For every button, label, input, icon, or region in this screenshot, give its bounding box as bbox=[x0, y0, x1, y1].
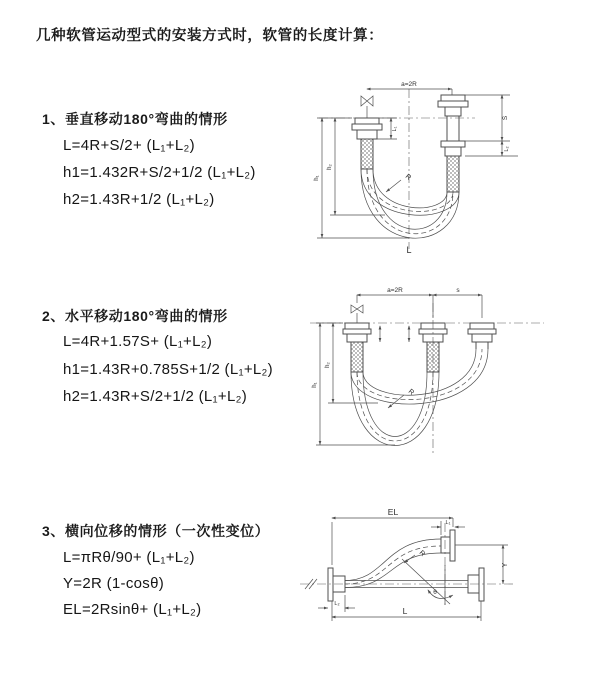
dimension-h1 bbox=[312, 323, 395, 445]
dimension-s bbox=[433, 287, 482, 318]
dimension-l1 bbox=[431, 520, 465, 535]
dim-label-h1: h₁ bbox=[314, 175, 320, 181]
section-1-formula-h1: h1=1.432R+S/2+1/2 (L₁+L₂) bbox=[63, 164, 256, 181]
diagram-horizontal-180-bend bbox=[308, 285, 548, 460]
radius-callout bbox=[388, 388, 415, 408]
dim-label-y: Y bbox=[502, 562, 509, 568]
hose-u-curves bbox=[361, 169, 459, 238]
dimension-l bbox=[332, 601, 481, 621]
diagram-lateral-displacement bbox=[298, 505, 566, 650]
radius-callout bbox=[386, 173, 412, 192]
right-hose-fitting bbox=[468, 323, 496, 349]
dim-label-s: s bbox=[456, 287, 460, 294]
radius-callout bbox=[404, 549, 426, 563]
section-1-formula-length: L=4R+S/2+ (L₁+L₂) bbox=[63, 137, 195, 154]
right-flange-displaced bbox=[441, 530, 455, 561]
diagram-vertical-180-bend bbox=[305, 75, 560, 255]
dim-label-a2r: a=2R bbox=[387, 287, 403, 294]
section-3-formula-length: L=πRθ/90+ (L₁+L₂) bbox=[63, 549, 195, 566]
dim-label-a2r: a=2R bbox=[401, 81, 417, 88]
valve-icon bbox=[361, 96, 373, 118]
dim-label-s: S bbox=[502, 115, 509, 121]
dim-label-l2: L₂ bbox=[504, 146, 510, 152]
dim-label-el: EL bbox=[387, 507, 399, 517]
dimension-a2r bbox=[367, 81, 452, 95]
section-1-formula-h2: h2=1.43R+1/2 (L₁+L₂) bbox=[63, 191, 215, 208]
left-hose-fitting bbox=[352, 118, 382, 169]
braided-hose-section bbox=[361, 139, 373, 169]
section-2-heading: 2、水平移动180°弯曲的情形 bbox=[42, 308, 228, 324]
dimension-l2 bbox=[318, 595, 355, 612]
dimension-a2r bbox=[357, 287, 433, 318]
dim-label-h1: h₁ bbox=[312, 382, 318, 388]
length-label: L bbox=[402, 606, 408, 616]
dim-label-l1: L₁ bbox=[392, 126, 398, 132]
radius-label: R bbox=[403, 173, 413, 182]
section-2-formula-length: L=4R+1.57S+ (L₁+L₂) bbox=[63, 333, 213, 350]
section-3-formula-el: EL=2Rsinθ+ (L₁+L₂) bbox=[63, 601, 202, 618]
braided-hose-section bbox=[447, 156, 459, 192]
dim-label-l2: L₂ bbox=[334, 601, 340, 607]
valve-icon bbox=[351, 305, 363, 323]
section-3-formula-y: Y=2R (1-cosθ) bbox=[63, 575, 165, 592]
page-title: 几种软管运动型式的安装方式时，软管的长度计算： bbox=[36, 28, 384, 44]
dimension-el bbox=[332, 507, 453, 565]
radius-label: R bbox=[406, 388, 416, 397]
length-label: L bbox=[406, 245, 412, 255]
braided-hose-section bbox=[427, 342, 439, 372]
dim-label-h2: h₂ bbox=[327, 164, 333, 170]
dimension-h2 bbox=[327, 118, 385, 215]
hose-u-curves bbox=[351, 349, 488, 446]
fitting-length-ticks bbox=[380, 326, 409, 342]
left-hose-fitting bbox=[343, 323, 371, 372]
section-1-heading: 1、垂直移动180°弯曲的情形 bbox=[42, 111, 228, 127]
middle-hose-fitting bbox=[419, 323, 447, 372]
left-flange bbox=[328, 568, 345, 601]
dim-label-l1: L₁ bbox=[445, 520, 451, 526]
dimension-l2 bbox=[502, 141, 510, 156]
dimension-s bbox=[465, 95, 518, 156]
right-flange-initial bbox=[468, 568, 484, 601]
braided-hose-section bbox=[351, 342, 363, 372]
section-2-formula-h2: h2=1.43R+S/2+1/2 (L₁+L₂) bbox=[63, 388, 248, 405]
theta-label: θ bbox=[433, 589, 437, 596]
section-2-formula-h1: h1=1.43R+0.785S+1/2 (L₁+L₂) bbox=[63, 361, 273, 378]
radius-label: R bbox=[417, 549, 427, 558]
dimension-y bbox=[455, 545, 509, 584]
right-hose-fitting bbox=[438, 95, 468, 192]
angle-theta bbox=[402, 559, 453, 605]
section-3-heading: 3、横向位移的情形（一次性变位） bbox=[42, 523, 270, 539]
dim-label-h2: h₂ bbox=[325, 362, 331, 368]
